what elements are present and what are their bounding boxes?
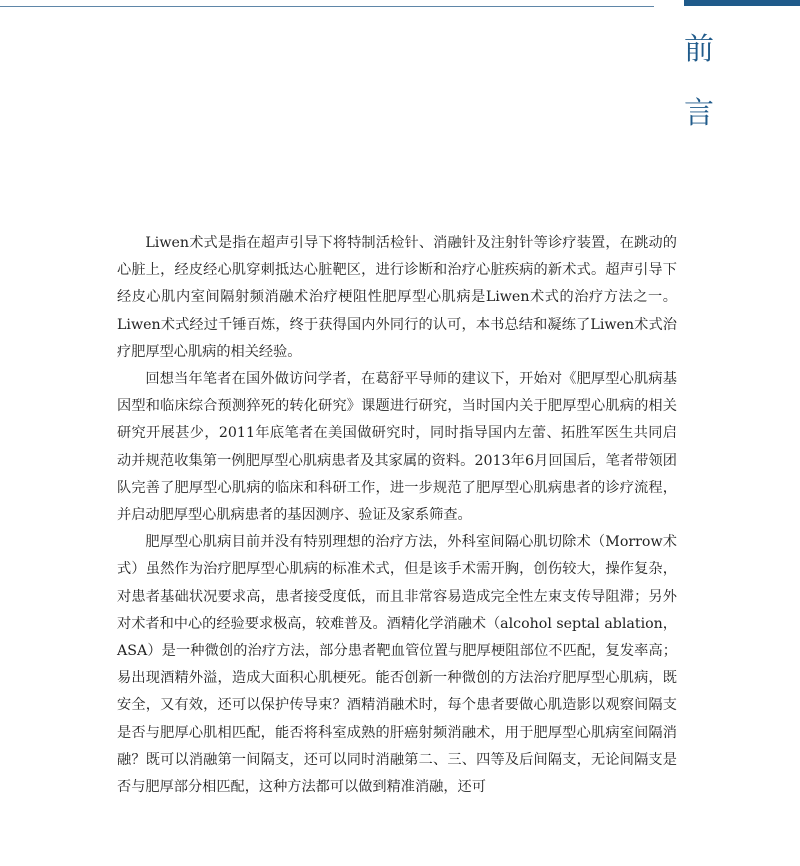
top-rule <box>0 6 654 7</box>
title-char-2: 言 <box>684 96 714 131</box>
paragraph-3: 肥厚型心肌病目前并没有特别理想的治疗方法，外科室间隔心肌切除术（Morrow术式）虽然作为治疗肥厚型心肌病的标准术式，但是该手术需开胸，创伤较大，操作复杂，对患者基础状况要求高，患者接受度低，而且非常容易造成完全性左束支传导阻滞；另外对术者和中心的经验要求极高，较难普及。酒精化学消融术（alcohol septal ablation，ASA）是一种微创的治疗方法，部分患者靶血管位置与肥厚梗阻部位不匹配，复发率高；易出现酒精外溢，造成大面积心肌梗死。能否创新一种微创的方法治疗肥厚型心肌病，既安全，又有效，还可以保护传导束？酒精消融术时，每个患者要做心肌造影以观察间隔支是否与肥厚心肌相匹配，能否将科室成熟的肝癌射频消融术，用于肥厚型心肌病室间隔消融？既可以消融第一间隔支，还可以同时消融第二、三、四等及后间隔支，无论间隔支是否与肥厚部分相匹配，这种方法都可以做到精准消融，还可 <box>117 534 677 796</box>
title-char-1: 前 <box>684 32 714 67</box>
preface-body <box>117 230 677 801</box>
corner-accent-bar <box>684 0 800 6</box>
page-title <box>684 32 728 132</box>
paragraph-1: Liwen术式是指在超声引导下将特制活检针、消融针及注射针等诊疗装置，在跳动的心脏上，经皮经心肌穿刺抵达心脏靶区，进行诊断和治疗心脏疾病的新术式。超声引导下经皮心肌内室间隔射频消融术治疗梗阻性肥厚型心肌病是Liwen术式的治疗方法之一。Liwen术式经过千锤百炼，终于获得国内外同行的认可，本书总结和凝练了Liwen术式治疗肥厚型心肌病的相关经验。 <box>117 235 677 360</box>
paragraph-2: 回想当年笔者在国外做访问学者，在葛舒平导师的建议下，开始对《肥厚型心肌病基因型和临床综合预测猝死的转化研究》课题进行研究，当时国内关于肥厚型心肌病的相关研究开展甚少，2011年底笔者在美国做研究时，同时指导国内左蕾、拓胜军医生共同启动并规范收集第一例肥厚型心肌病患者及其家属的资料。2013年6月回国后，笔者带领团队完善了肥厚型心肌病的临床和科研工作，进一步规范了肥厚型心肌病患者的诊疗流程，并启动肥厚型心肌病患者的基因测序、验证及家系筛查。 <box>117 371 677 524</box>
